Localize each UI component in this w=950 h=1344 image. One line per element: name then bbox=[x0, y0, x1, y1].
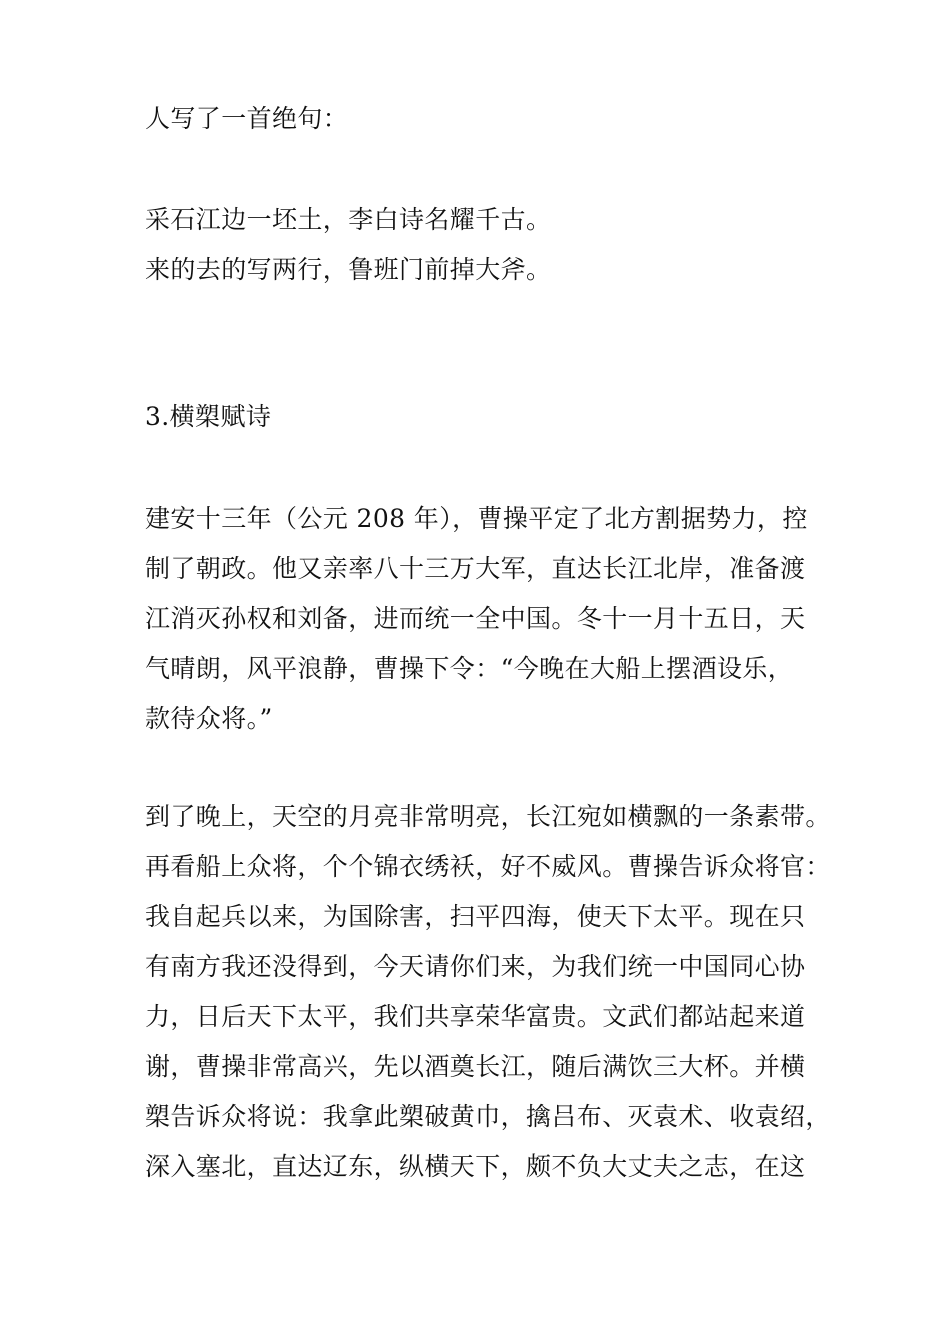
paragraph-2-line-3: 我自起兵以来，为国除害，扫平四海，使天下太平。现在只 bbox=[145, 902, 806, 931]
paragraph-1-line-5: 款待众将。” bbox=[145, 704, 273, 733]
paragraph-2-line-7: 槊告诉众将说：我拿此槊破黄巾，擒吕布、灭袁术、收袁绍， bbox=[145, 1102, 831, 1131]
paragraph-2-line-1: 到了晚上，天空的月亮非常明亮，长江宛如横飘的一条素带。 bbox=[145, 802, 831, 831]
paragraph-2-line-8: 深入塞北，直达辽东，纵横天下，颇不负大丈夫之志，在这 bbox=[145, 1152, 806, 1181]
paragraph-2-line-4: 有南方我还没得到，今天请你们来，为我们统一中国同心协 bbox=[145, 952, 806, 981]
paragraph-2-line-5: 力，日后天下太平，我们共享荣华富贵。文武们都站起来道 bbox=[145, 1002, 806, 1031]
paragraph-1-line-2: 制了朝政。他又亲率八十三万大军，直达长江北岸，准备渡 bbox=[145, 554, 806, 583]
section-heading: 3.横槊赋诗 bbox=[145, 402, 272, 431]
paragraph-1-line-4: 气晴朗，风平浪静，曹操下令：“今晚在大船上摆酒设乐， bbox=[145, 654, 794, 683]
paragraph-1-line-1: 建安十三年（公元 208 年），曹操平定了北方割据势力，控 bbox=[145, 504, 808, 533]
paragraph-2-line-6: 谢，曹操非常高兴，先以酒奠长江，随后满饮三大杯。并横 bbox=[145, 1052, 806, 1081]
poem-line-2: 来的去的写两行，鲁班门前掉大斧。 bbox=[145, 255, 552, 284]
intro-line: 人写了一首绝句： bbox=[145, 104, 349, 133]
paragraph-2-line-2: 再看船上众将，个个锦衣绣袄，好不威风。曹操告诉众将官： bbox=[145, 852, 831, 881]
paragraph-1-line-3: 江消灭孙权和刘备，进而统一全中国。冬十一月十五日，天 bbox=[145, 604, 806, 633]
poem-line-1: 采石江边一坯土，李白诗名耀千古。 bbox=[145, 205, 552, 234]
